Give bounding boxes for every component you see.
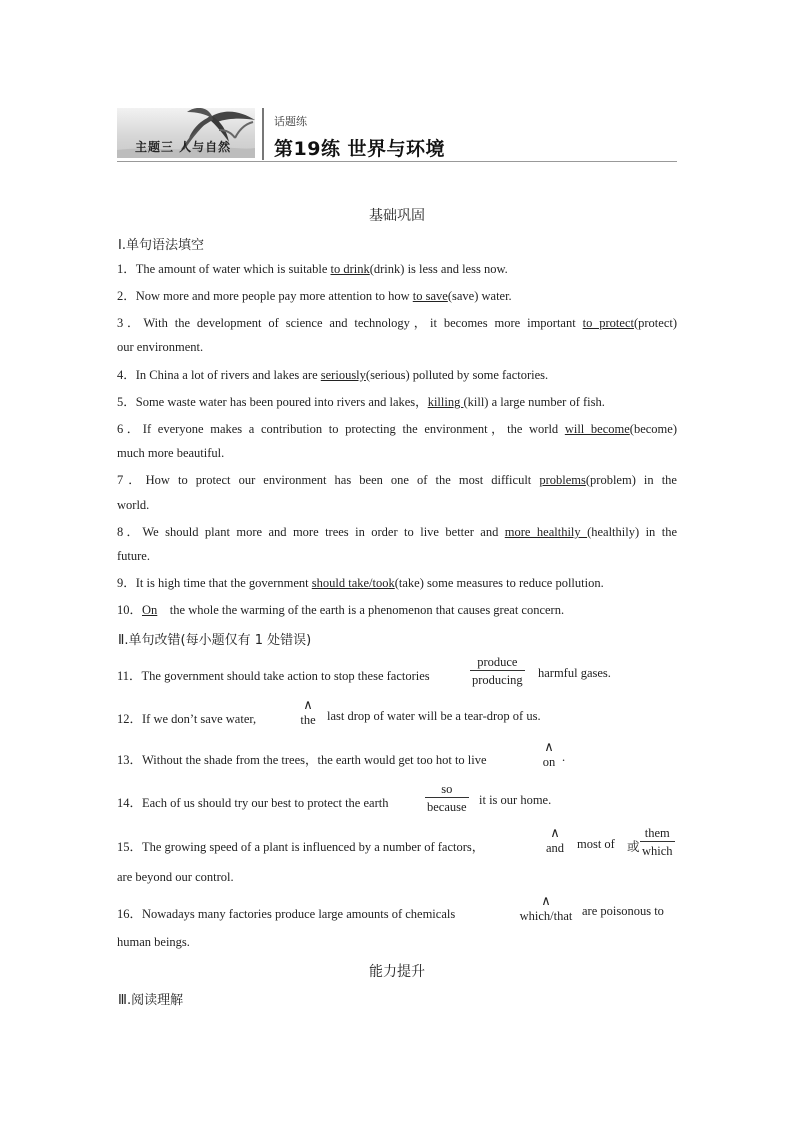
fill-item-3-cont: our environment. (117, 340, 204, 354)
insert-caret: ∧ which/that (519, 893, 573, 923)
part3-title: Ⅲ.阅读理解 (118, 993, 184, 1008)
page-title: 第19练 世界与环境 (274, 138, 446, 160)
correction-item-12-tail: last drop of water will be a tear-drop of us. (327, 709, 541, 723)
correction-fraction: so because (427, 782, 467, 814)
fill-item-8: 8．We should plant more and more trees in order to live better and more healthily (healthily) in the (117, 525, 678, 539)
correction-item-14-tail: it is our home. (479, 793, 552, 807)
correction-item-12: 12．If we don’t save water, (117, 712, 257, 726)
correction-item-13-tail: . (562, 750, 566, 764)
banner-label: 主题三 人与自然 (135, 140, 232, 154)
answer: problems (539, 473, 586, 487)
correction-item-16-tail: are poisonous to (582, 904, 664, 918)
fill-item-4: 4．In China a lot of rivers and lakes are seriously(serious) polluted by some factories. (117, 368, 549, 382)
fill-item-7-cont: world. (117, 498, 150, 512)
fill-item-5: 5．Some waste water has been poured into rivers and lakes，killing (kill) a large number of fish. (117, 395, 605, 409)
answer: more healthily (504, 525, 588, 539)
section-title-advanced: 能力提升 (369, 964, 425, 980)
correction-fraction: produce producing (472, 655, 523, 687)
correction-item-15-cont: are beyond our control. (117, 870, 234, 884)
correction-item-13: 13．Without the shade from the trees，the earth would get too hot to live (117, 753, 487, 767)
header-kicker: 话题练 (274, 115, 307, 128)
correction-fraction: them which (642, 826, 673, 858)
answer: to save (412, 289, 448, 303)
insert-caret: ∧ and (545, 825, 565, 855)
part1-title: Ⅰ.单句语法填空 (118, 238, 204, 253)
fill-item-1: 1．The amount of water which is suitable to drink(drink) is less and less now. (117, 262, 508, 276)
answer: killing (427, 395, 464, 409)
header-rule (117, 161, 677, 162)
insert-caret: ∧ the (300, 697, 316, 727)
correction-item-15-mid: most of (577, 837, 615, 851)
section-title-basic: 基础巩固 (369, 208, 425, 224)
answer: to protect (582, 316, 634, 330)
answer: seriously (320, 368, 366, 382)
fill-item-9: 9．It is high time that the government should take/took(take) some measures to reduce pollution. (117, 576, 604, 590)
fill-item-3: 3．With the development of science and technology，it becomes more important to protect(protect) (117, 316, 677, 330)
correction-item-16-cont: human beings. (117, 935, 190, 949)
correction-item-11-tail: harmful gases. (538, 666, 611, 680)
fill-item-7: 7．How to protect our environment has been one of the most difficult problems(problem) in the (117, 473, 677, 487)
correction-item-15: 15．The growing speed of a plant is influenced by a number of factors， (117, 840, 485, 854)
fill-item-2: 2．Now more and more people pay more attention to how to save(save) water. (117, 289, 512, 303)
fill-item-6-cont: much more beautiful. (117, 446, 225, 460)
part2-title: Ⅱ.单句改错(每小题仅有 1 处错误) (118, 633, 312, 648)
correction-item-16: 16．Nowadays many factories produce large amounts of chemicals (117, 907, 456, 921)
fill-item-8-cont: future. (117, 549, 150, 563)
answer: will become (564, 422, 630, 436)
answer: to drink (330, 262, 370, 276)
header-banner (117, 108, 255, 158)
correction-or-marker: 或 (627, 839, 640, 854)
answer: should take/took (311, 576, 395, 590)
answer: On (142, 603, 158, 617)
correction-item-14: 14．Each of us should try our best to protect the earth (117, 796, 389, 810)
correction-item-11: 11．The government should take action to stop these factories (117, 669, 430, 683)
header-divider (262, 108, 264, 160)
insert-caret: ∧ on (542, 739, 556, 769)
fill-item-6: 6．If everyone makes a contribution to protecting the environment，the world will become(become) (117, 422, 677, 436)
fill-item-10: 10．On the whole the warming of the earth is a phenomenon that causes great concern. (117, 603, 565, 617)
